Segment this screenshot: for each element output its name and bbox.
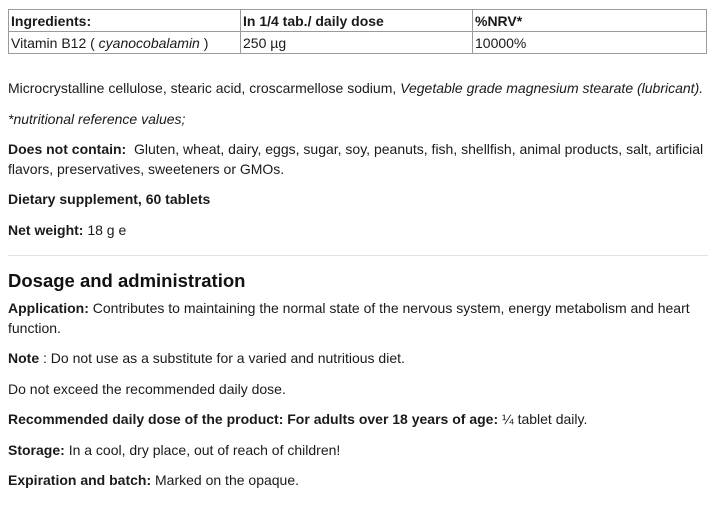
dosage-title: Dosage and administration <box>8 270 246 291</box>
table-cell-nrv: 10000% <box>473 32 707 54</box>
recommended-dose-value: ¼ tablet daily. <box>502 411 588 427</box>
nrv-footnote <box>8 110 708 130</box>
other-ingredients <box>8 79 708 99</box>
section-divider <box>8 255 708 256</box>
table-header-dose: In 1/4 tab./ daily dose <box>241 10 473 32</box>
supplement-line <box>8 190 708 210</box>
exceed-warning: Do not exceed the recommended daily dose. <box>8 380 286 397</box>
table-row <box>9 32 707 54</box>
table-header-row <box>9 10 707 32</box>
ingredient-name: Vitamin B12 ( <box>11 34 95 51</box>
note-text: : Do not use as a substitute for a varied and nutritious diet. <box>43 350 405 366</box>
table-header-nrv: %NRV* <box>473 10 707 32</box>
does-not-contain-label: Does not contain: <box>8 141 127 157</box>
table-cell-ingredient <box>9 32 241 54</box>
recommended-dose-label: Recommended daily dose of the product: For adults over 18 years of age: <box>8 411 499 427</box>
nrv-footnote-text: *nutritional reference values; <box>8 110 186 127</box>
expiration-label: Expiration and batch: <box>8 472 152 488</box>
ingredient-name-end: ) <box>203 34 209 51</box>
application-label: Application: <box>8 300 89 316</box>
storage <box>8 441 708 461</box>
expiration <box>8 471 708 491</box>
net-weight-value: 18 g e <box>87 221 127 238</box>
application <box>8 299 708 338</box>
product-description <box>8 9 708 491</box>
ingredient-chemical-name: cyanocobalamin <box>98 34 200 51</box>
does-not-contain <box>8 140 708 179</box>
net-weight <box>8 221 708 241</box>
net-weight-label: Net weight: <box>8 221 84 238</box>
table-cell-dose: 250 µg <box>241 32 473 54</box>
note-label: Note <box>8 350 40 366</box>
supplement-line-text: Dietary supplement, 60 tablets <box>8 191 211 207</box>
other-ingredients-text: Microcrystalline cellulose, stearic acid, croscarmellose sodium, <box>8 80 401 96</box>
other-ingredients-italic: Vegetable grade magnesium stearate (lubricant). <box>400 80 704 96</box>
storage-label: Storage: <box>8 441 65 458</box>
does-not-contain-text: Gluten, wheat, dairy, eggs, sugar, soy, peanuts, fish, shellfish, animal products, salt, artificial flavors, preservatives, sweeteners or GMOs. <box>8 141 704 177</box>
recommended-dose <box>8 410 708 430</box>
storage-text: In a cool, dry place, out of reach of children! <box>68 441 341 458</box>
expiration-text: Marked on the opaque. <box>155 472 300 488</box>
application-text: Contributes to maintaining the normal state of the nervous system, energy metabolism and heart function. <box>8 300 690 336</box>
ingredients-table <box>8 9 707 54</box>
table-header-ingredients: Ingredients: <box>9 10 241 32</box>
note <box>8 349 708 369</box>
